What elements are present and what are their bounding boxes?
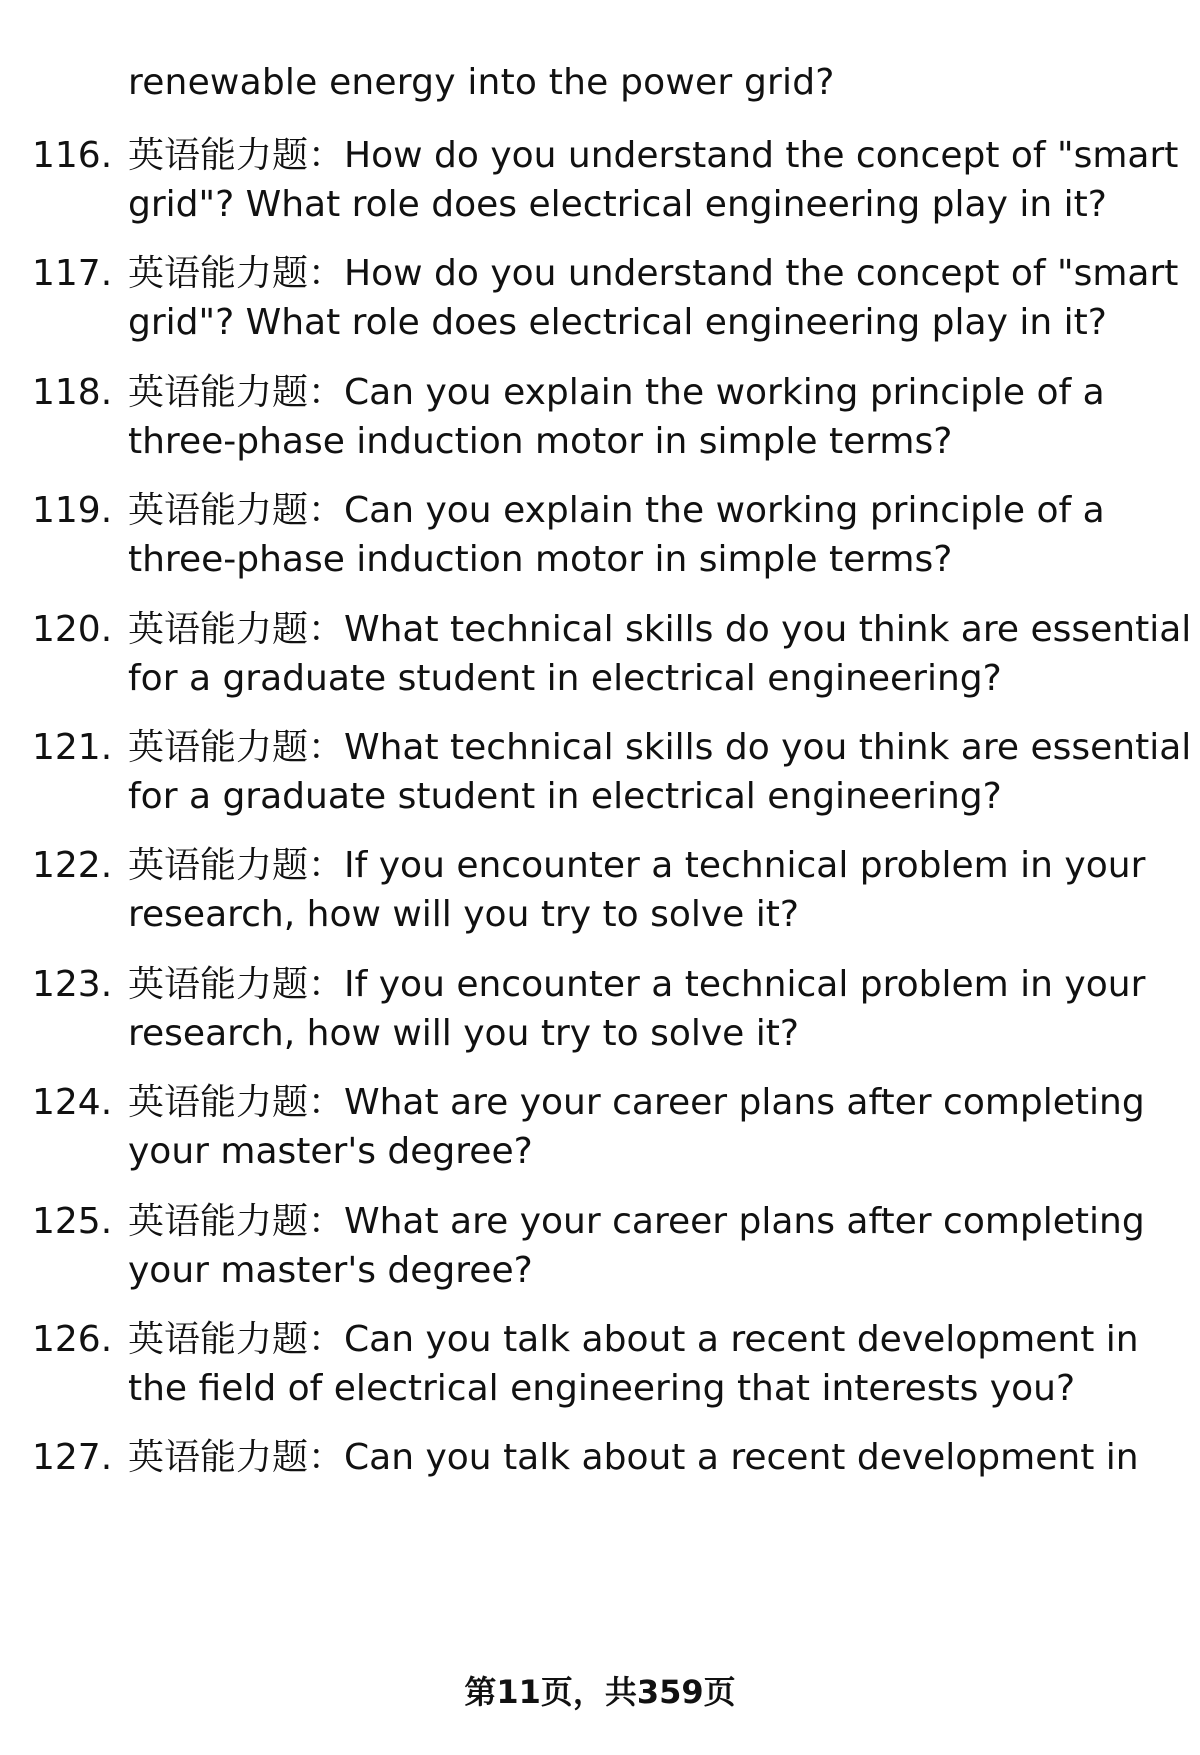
question-tag: 英语能力题：: [128, 135, 345, 176]
question-number: 118.: [32, 372, 113, 413]
question-tag: 英语能力题：: [128, 253, 345, 294]
question-item: [0, 1197, 1200, 1297]
question-tag: 英语能力题：: [128, 372, 345, 413]
question-tag: 英语能力题：: [128, 609, 345, 650]
question-item: [0, 368, 1200, 468]
question-number: 116.: [32, 135, 113, 176]
question-line-1: [128, 1078, 1145, 1128]
question-line-1: [128, 486, 1105, 536]
question-number: 122.: [32, 845, 113, 886]
question-tag: 英语能力题：: [128, 490, 345, 531]
question-number: 117.: [32, 253, 113, 294]
question-number: 119.: [32, 490, 113, 531]
question-number: 127.: [32, 1437, 113, 1478]
question-number: 121.: [32, 727, 113, 768]
question-item: [0, 1078, 1200, 1178]
question-item: [0, 723, 1200, 823]
page-footer: 第11页，共359页: [464, 1673, 736, 1711]
question-line-1: [128, 605, 1191, 655]
question-line-1: [128, 723, 1191, 773]
continuation-line: renewable energy into the power grid?: [128, 62, 835, 103]
question-item: [0, 249, 1200, 349]
question-number: 123.: [32, 964, 113, 1005]
question-line-2: research, how will you try to solve it?: [128, 1013, 799, 1054]
question-line-1: [128, 1197, 1145, 1247]
question-text-1: If you encounter a technical problem in your: [344, 845, 1146, 886]
question-item: [0, 960, 1200, 1060]
question-line-1: [128, 841, 1145, 891]
question-text-1: How do you understand the concept of "smart: [344, 253, 1179, 294]
question-text-1: Can you talk about a recent development in: [344, 1437, 1139, 1478]
question-line-1: [128, 1315, 1139, 1365]
question-text-1: What are your career plans after completing: [344, 1082, 1145, 1123]
question-line-2: your master's degree?: [128, 1131, 533, 1172]
question-item: [0, 841, 1200, 941]
question-item: [0, 1433, 1200, 1533]
question-line-2: your master's degree?: [128, 1250, 533, 1291]
question-text-1: Can you explain the working principle of a: [344, 490, 1105, 531]
question-text-1: What technical skills do you think are essential: [344, 609, 1192, 650]
question-item: [0, 486, 1200, 586]
question-text-1: If you encounter a technical problem in your: [344, 964, 1146, 1005]
question-tag: 英语能力题：: [128, 727, 345, 768]
question-text-1: Can you talk about a recent development in: [344, 1319, 1139, 1360]
question-text-1: How do you understand the concept of "smart: [344, 135, 1179, 176]
question-tag: 英语能力题：: [128, 1437, 345, 1478]
question-text-1: What technical skills do you think are essential: [344, 727, 1192, 768]
question-line-2: grid"? What role does electrical engineering play in it?: [128, 302, 1107, 343]
question-text-1: What are your career plans after completing: [344, 1201, 1145, 1242]
question-line-1: [128, 960, 1145, 1010]
question-line-2: for a graduate student in electrical engineering?: [128, 776, 1002, 817]
question-line-2: three-phase induction motor in simple terms?: [128, 539, 953, 580]
question-line-2: three-phase induction motor in simple terms?: [128, 421, 953, 462]
question-number: 126.: [32, 1319, 113, 1360]
question-item: [0, 1315, 1200, 1415]
question-line-1: [128, 368, 1105, 418]
question-line-2: the field of electrical engineering that interests you?: [128, 1368, 1076, 1409]
question-tag: 英语能力题：: [128, 1082, 345, 1123]
question-line-2: grid"? What role does electrical engineering play in it?: [128, 184, 1107, 225]
question-number: 124.: [32, 1082, 113, 1123]
question-number: 120.: [32, 609, 113, 650]
question-line-1: [128, 131, 1178, 181]
question-tag: 英语能力题：: [128, 1201, 345, 1242]
question-line-1: [128, 249, 1178, 299]
question-item: [0, 605, 1200, 705]
question-item: [0, 131, 1200, 231]
question-number: 125.: [32, 1201, 113, 1242]
question-tag: 英语能力题：: [128, 845, 345, 886]
question-tag: 英语能力题：: [128, 1319, 345, 1360]
question-line-1: [128, 1433, 1139, 1483]
question-tag: 英语能力题：: [128, 964, 345, 1005]
question-line-2: research, how will you try to solve it?: [128, 894, 799, 935]
question-text-1: Can you explain the working principle of a: [344, 372, 1105, 413]
question-line-2: for a graduate student in electrical engineering?: [128, 658, 1002, 699]
